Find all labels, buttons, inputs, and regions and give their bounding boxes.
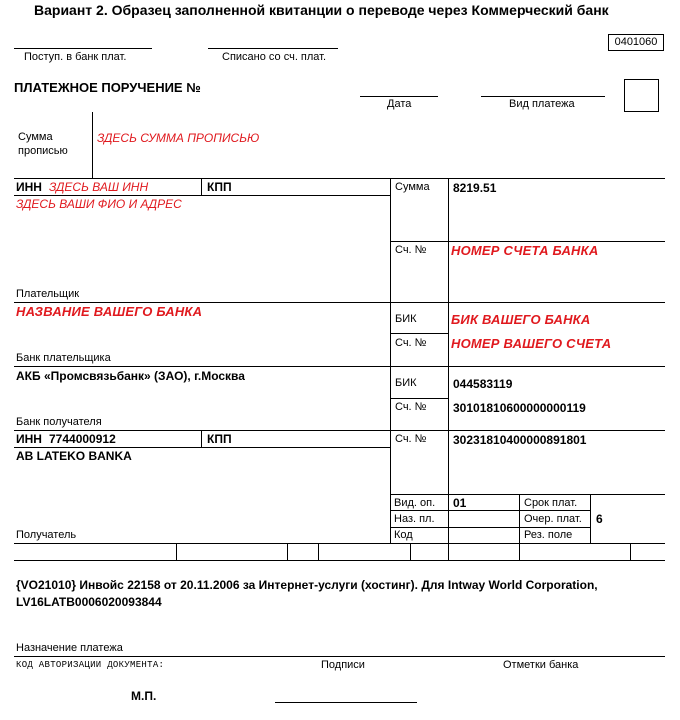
recipient-bank-label: Банк получателя [16, 416, 102, 428]
recipient-label: Получатель [16, 529, 77, 541]
recipient-inn-line [14, 430, 665, 431]
date-label: Дата [387, 98, 412, 110]
recipient-bik-line [390, 398, 448, 399]
payer-inn-value: ЗДЕСЬ ВАШ ИНН [49, 180, 149, 194]
recipient-bank-line [14, 366, 665, 367]
payer-account-label: Сч. № [395, 244, 427, 256]
sum-label: Сумма [395, 181, 430, 193]
recipient-bank-account-value: 30101810600000000119 [453, 401, 586, 415]
codes-mid-line-2 [390, 527, 590, 528]
recipient-account-label: Сч. № [395, 433, 427, 445]
recipient-bik-value: 044583119 [453, 377, 513, 391]
received-date-line [14, 48, 152, 49]
debited-date-line [208, 48, 338, 49]
recipient-kpp-divider [201, 430, 202, 447]
amount-words-label-2: прописью [18, 145, 68, 157]
tax-field-divider-2 [287, 543, 288, 560]
tax-field-divider-6 [630, 543, 631, 560]
document-title: Вариант 2. Образец заполненной квитанции о переводе через Коммерческий банк [34, 2, 609, 18]
payer-name-value: ЗДЕСЬ ВАШИ ФИО И АДРЕС [16, 197, 182, 211]
codes-top-line [390, 494, 665, 495]
codes-vline-2 [590, 494, 591, 543]
payer-account-value: НОМЕР СЧЕТА БАНКА [451, 243, 599, 258]
priority-label: Очер. плат. [524, 513, 582, 525]
purpose-bottom-line [14, 656, 665, 657]
payer-inn-label: ИНН [16, 180, 42, 194]
recipient-bank-account-label: Сч. № [395, 401, 427, 413]
date-line [360, 96, 438, 97]
recipient-bik-label: БИК [395, 377, 417, 389]
payer-bank-account-value: НОМЕР ВАШЕГО СЧЕТА [451, 336, 612, 351]
grid-vline-main [390, 178, 391, 543]
payer-kpp-label: КПП [207, 180, 232, 194]
bank-marks-label: Отметки банка [503, 659, 579, 671]
recipient-inn-value: 7744000912 [49, 432, 116, 446]
codes-mid-line-1 [390, 510, 590, 511]
signatures-label: Подписи [321, 659, 365, 671]
purpose-label: Назначение платежа [16, 642, 123, 654]
op-type-label: Вид. оп. [394, 497, 436, 509]
form-code-box: 0401060 [608, 34, 664, 51]
purpose-line-2: LV16LATB0006020093844 [16, 595, 162, 609]
payer-kpp-divider [201, 178, 202, 195]
tax-field-divider-5 [519, 543, 520, 560]
order-title: ПЛАТЕЖНОЕ ПОРУЧЕНИЕ № [14, 80, 201, 95]
payer-bank-label: Банк плательщика [16, 352, 111, 364]
payer-bik-line [390, 333, 448, 334]
payer-inn-line [14, 195, 390, 196]
purpose-line-1: {VO21010} Инвойс 22158 от 20.11.2006 за Интернет-услуги (хостинг). Для Intway World Corporation, [16, 578, 598, 592]
debited-label: Списано со сч. плат. [222, 51, 327, 63]
payment-type-box [624, 79, 659, 112]
recipient-inn-label: ИНН [16, 432, 42, 446]
payer-bank-name-value: НАЗВАНИЕ ВАШЕГО БАНКА [16, 304, 203, 319]
payer-bank-account-label: Сч. № [395, 337, 427, 349]
amount-words-value: ЗДЕСЬ СУММА ПРОПИСЬЮ [97, 131, 260, 145]
sum-value: 8219.51 [453, 181, 497, 195]
recipient-name-line [14, 447, 390, 448]
signature-line [275, 702, 417, 703]
grid-line-top [14, 178, 665, 179]
payer-bank-line [14, 302, 665, 303]
reserve-label: Рез. поле [524, 529, 573, 541]
payment-type-label: Вид платежа [509, 98, 575, 110]
auth-code-label: КОД АВТОРИЗАЦИИ ДОКУМЕНТА: [16, 660, 165, 670]
code-label: Код [394, 529, 413, 541]
op-type-value: 01 [453, 496, 467, 510]
codes-bottom-line [14, 543, 665, 544]
sum-account-line [390, 241, 665, 242]
payer-bik-value: БИК ВАШЕГО БАНКА [451, 312, 591, 327]
amount-words-divider [92, 112, 93, 178]
recipient-account-value: 30231810400000891801 [453, 433, 587, 447]
tax-field-divider-3 [318, 543, 319, 560]
received-label: Поступ. в банк плат. [24, 51, 127, 63]
payer-label: Плательщик [16, 288, 80, 300]
amount-words-label-1: Сумма [18, 131, 53, 143]
recipient-bank-name-value: АКБ «Промсвязьбанк» (ЗАО), г.Москва [16, 369, 245, 383]
recipient-name-value: AB LATEKO BANKA [16, 449, 132, 463]
tax-field-divider-4 [410, 543, 411, 560]
recipient-kpp-label: КПП [207, 432, 232, 446]
tax-field-divider-1 [176, 543, 177, 560]
purpose-code-label: Наз. пл. [394, 513, 435, 525]
stamp-label: М.П. [131, 689, 157, 703]
payer-bik-label: БИК [395, 313, 417, 325]
payment-type-line [481, 96, 605, 97]
grid-vline-values [448, 178, 449, 560]
tax-fields-bottom-line [14, 560, 665, 561]
codes-vline-1 [519, 494, 520, 543]
priority-value: 6 [596, 512, 603, 526]
due-label: Срок плат. [524, 497, 578, 509]
